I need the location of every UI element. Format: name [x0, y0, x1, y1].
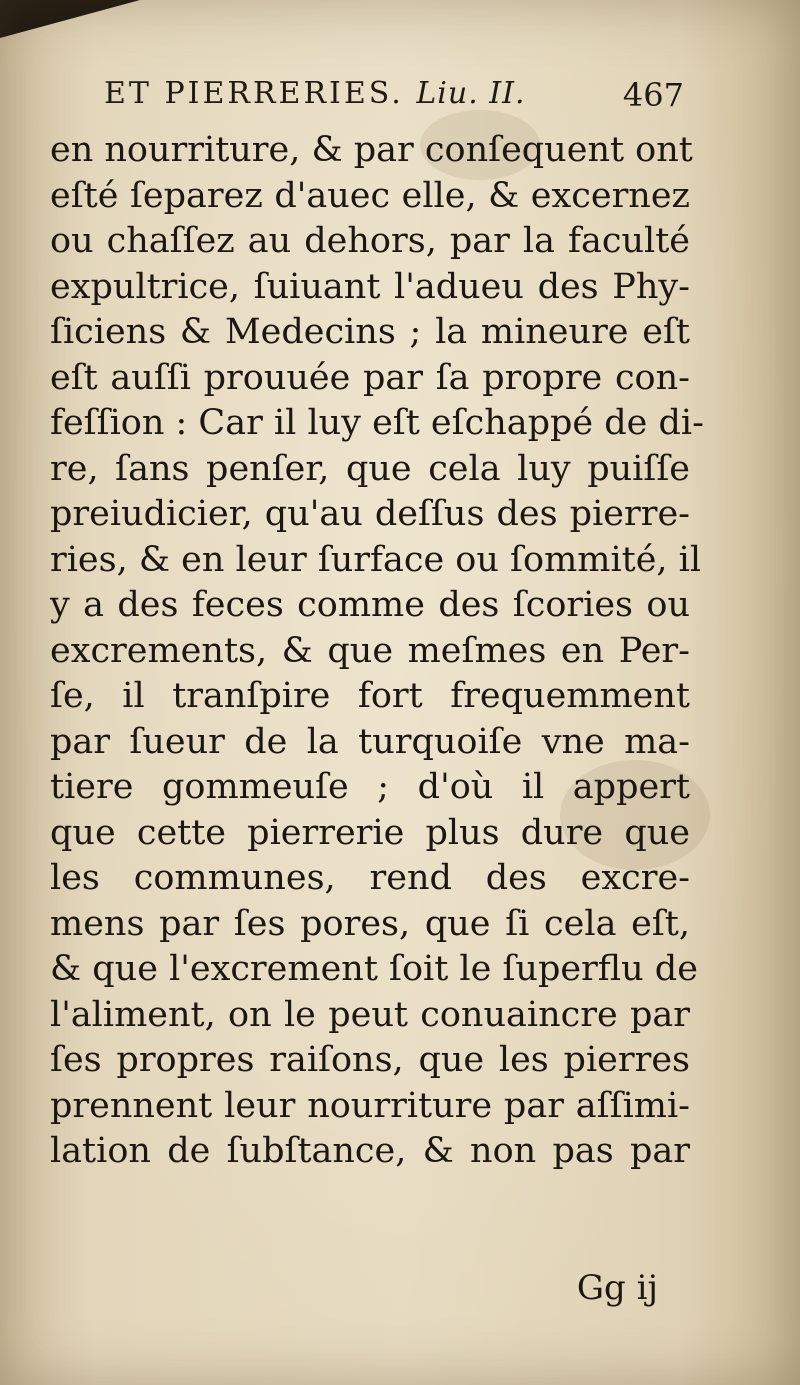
- text-line: ſe, il tranſpire fort frequemment: [50, 676, 690, 716]
- text-line: & que l'excrement ſoit le ſuperflu de: [50, 949, 698, 989]
- text-line: prennent leur nourriture par aſſimi-: [50, 1085, 690, 1126]
- text-line: les communes, rend des excre-: [50, 858, 690, 898]
- text-line: y a des feces comme des ſcories ou: [50, 585, 690, 625]
- text-line: ries, & en leur ſurface ou ſommité, il: [50, 539, 702, 580]
- signature-mark: Gg ij: [576, 1268, 658, 1308]
- text-line: preiudicier, qu'au deſſus des pierre-: [50, 494, 690, 534]
- text-line: ſes propres raiſons, que les pierres: [50, 1040, 690, 1080]
- text-line: en nourriture, & par conſequent ont: [50, 130, 693, 170]
- text-line: l'aliment, on le peut conuaincre par: [50, 994, 690, 1035]
- text-line: par ſueur de la turquoiſe vne ma-: [50, 721, 690, 762]
- text-line: ou chaſſez au dehors, par la faculté: [50, 221, 690, 261]
- running-head: [104, 76, 526, 111]
- text-line: mens par ſes pores, que ſi cela eſt,: [50, 903, 690, 944]
- text-line: ſiciens & Medecins ; la mineure eſt: [50, 312, 690, 352]
- body-text: [50, 128, 704, 1175]
- text-line: tiere gommeuſe ; d'où il appert: [50, 767, 690, 807]
- page-number: 467: [622, 76, 684, 114]
- text-line: eſt auſſi prouuée par ſa propre con-: [50, 357, 690, 398]
- text-line: re, ſans penſer, que cela luy puiſſe: [50, 448, 690, 489]
- book-label: Liu. II.: [416, 76, 526, 111]
- text-line: lation de ſubſtance, & non pas par: [50, 1131, 690, 1171]
- running-head-title: ET PIERRERIES.: [104, 76, 404, 111]
- text-line: feſſion : Car il luy eſt eſchappé de di-: [50, 403, 704, 443]
- page-header: [104, 70, 684, 120]
- text-line: que cette pierrerie plus dure que: [50, 812, 690, 853]
- text-line: excrements, & que meſmes en Per-: [50, 630, 690, 671]
- page-corner-shadow: [0, 0, 140, 38]
- text-line: expultrice, ſuiuant l'adueu des Phy-: [50, 266, 690, 307]
- text-line: eſté ſeparez d'auec elle, & excernez: [50, 175, 690, 216]
